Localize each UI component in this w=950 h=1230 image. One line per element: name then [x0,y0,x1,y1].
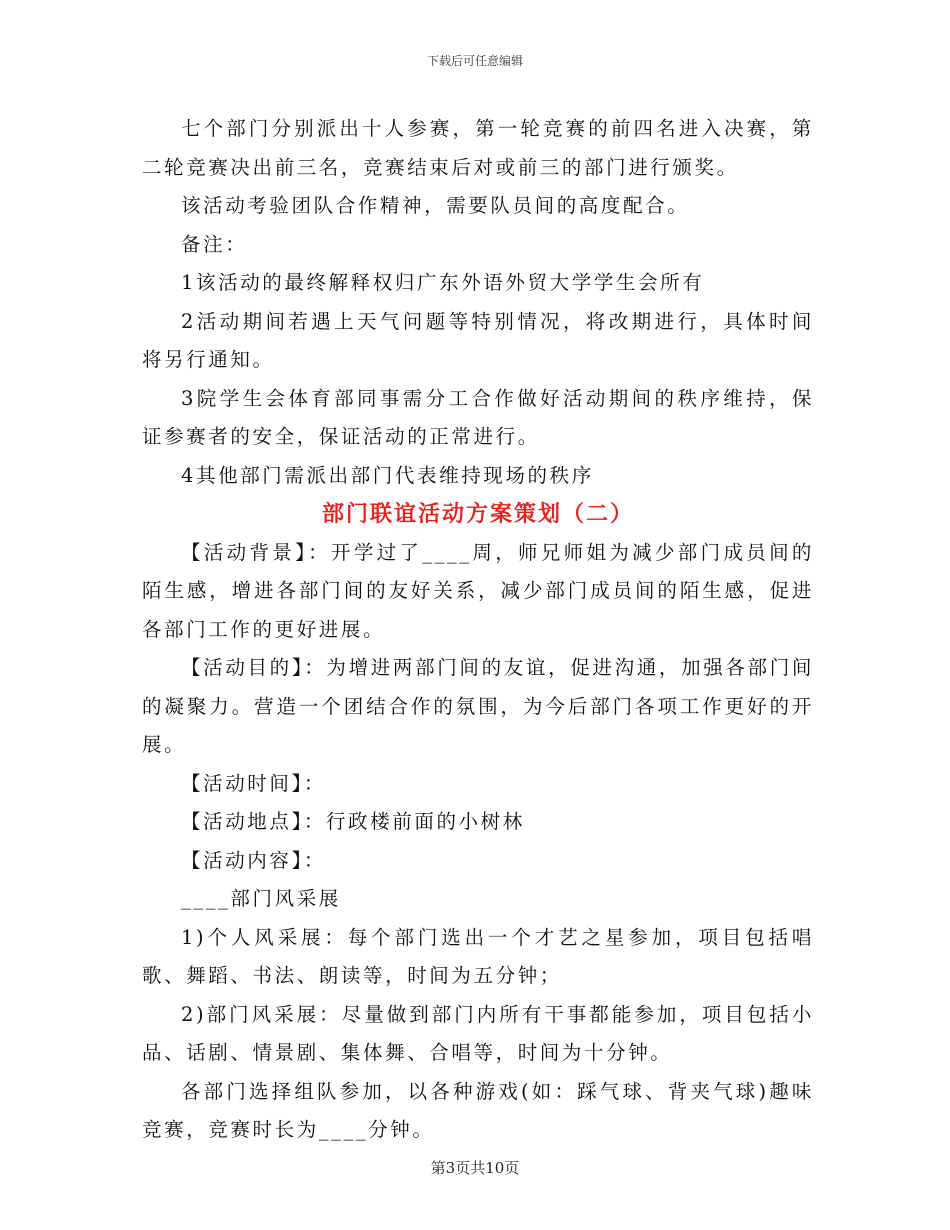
paragraph: 4其他部门需派出部门代表维持现场的秩序 [181,463,594,487]
page-footer: 第3页共10页 [430,1159,520,1177]
paragraph: 该活动考验团队合作精神，需要队员间的高度配合。 [181,194,690,217]
paragraph: 1该活动的最终解释权归广东外语外贸大学学生会所有 [181,271,705,294]
paragraph: 2)部门风采展：尽量做到部门内所有干事都能参加，项目包括小品、话剧、情景剧、集体舞、合唱等，时间为十分钟。 [142,1002,814,1064]
paragraph: 【活动时间】： [181,771,326,795]
section-title: 部门联谊活动方案策划（二） [321,501,634,527]
paragraph: 【活动背景】：开学过了____周，师兄师姐为减少部门成员间的陌生感，增进各部门间的友好关系，减少部门成员间的陌生感，促进各部门工作的更好进展。 [142,540,814,641]
paragraph: 1)个人风采展：每个部门选出一个才艺之星参加，项目包括唱歌、舞蹈、书法、朗读等，时间为五分钟； [142,925,814,987]
paragraph: 各部门选择组队参加，以各种游戏(如：踩气球、背夹气球)趣味竞赛，竞赛时长为____分钟。 [142,1079,814,1141]
paragraph: 【活动目的】：为增进两部门间的友谊，促进沟通，加强各部门间的凝聚力。营造一个团结合作的氛围，为今后部门各项工作更好的开展。 [142,656,814,756]
paragraph: 备注： [181,232,248,256]
paragraph: ____部门风采展 [181,887,341,910]
paragraph: 【活动地点】：行政楼前面的小树林 [181,810,525,833]
paragraph: 3院学生会体育部同事需分工合作做好活动期间的秩序维持，保证参赛者的安全，保证活动的正常进行。 [142,386,814,448]
paragraph: 七个部门分别派出十人参赛，第一轮竞赛的前四名进入决赛，第二轮竞赛决出前三名，竞赛结束后对或前三的部门进行颁奖。 [142,117,814,179]
document-body [142,110,814,1150]
paragraph: 2活动期间若遇上天气问题等特别情况，将改期进行，具体时间将另行通知。 [142,309,814,371]
page-header: 下载后可任意编辑 [426,54,523,68]
paragraph: 【活动内容】： [181,848,326,872]
